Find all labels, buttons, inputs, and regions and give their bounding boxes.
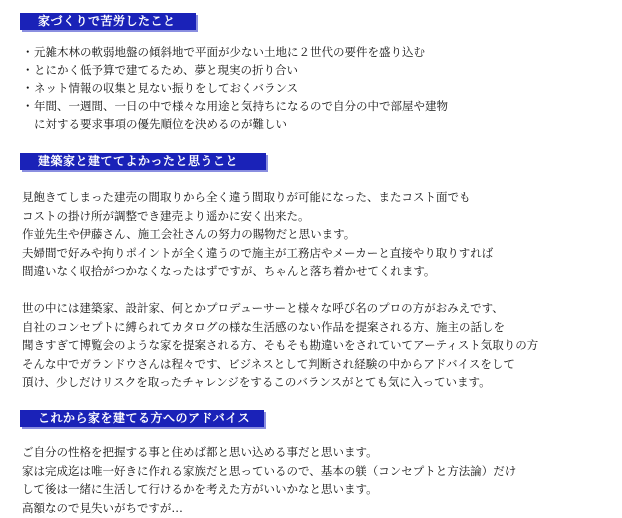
list-item-text: 年間、一週間、一日の中で様々な用途と気持ちになるので自分の中で部屋や建物 bbox=[34, 99, 448, 113]
paragraph-line: 世の中には建築家、設計家、何とかプロデューサーと様々な呼び名のプロの方がおみえです、 bbox=[22, 301, 504, 315]
list-item bbox=[22, 79, 448, 97]
paragraph-line: 頂け、少しだけリスクを取ったチャレンジをするこのバランスがとても気に入っています。 bbox=[22, 375, 491, 389]
section-heading-hardships-text: 家づくりで苦労したこと bbox=[38, 14, 176, 28]
section-heading-advice bbox=[20, 410, 264, 427]
list-item-continuation: に対する要求事項の優先順位を決めるのが難しい bbox=[34, 117, 287, 131]
list-item-text: 元雑木林の軟弱地盤の傾斜地で平面が少ない土地に２世代の要件を盛り込む bbox=[34, 45, 425, 59]
paragraph-line: そんな中でガランドウさんは程々です、ビジネスとして判断され経験の中からアドバイスをして bbox=[22, 356, 515, 371]
hardships-list bbox=[22, 43, 448, 133]
paragraph-line: 聞きすぎて博覧会のような家を提案される方、そもそも勘違いをされていてアーティスト気取りの方 bbox=[22, 338, 539, 352]
section-heading-hardships bbox=[20, 13, 196, 30]
bullet-mark: ・ bbox=[22, 63, 34, 77]
section-heading-advice-text: これから家を建てる方へのアドバイス bbox=[38, 411, 251, 425]
benefits-paragraph-1 bbox=[22, 188, 493, 281]
paragraph-line: 見飽きてしまった建売の間取りから全く違う間取りが可能になった、またコスト面でも bbox=[22, 190, 471, 204]
bullet-mark: ・ bbox=[22, 81, 34, 95]
bullet-mark: ・ bbox=[22, 45, 34, 59]
list-item bbox=[22, 61, 448, 79]
list-item bbox=[22, 97, 448, 115]
paragraph-line: 自社のコンセプトに縛られてカタログの様な生活感のない作品を提案される方、施主の話しを bbox=[22, 319, 505, 334]
benefits-paragraph-2 bbox=[22, 299, 538, 392]
paragraph-line: 作並先生や伊藤さん、施工会社さんの努力の賜物だと思います。 bbox=[22, 227, 356, 241]
paragraph-line: 高額なので見失いがちですが… bbox=[22, 500, 183, 515]
paragraph-line: 間違いなく収拾がつかなくなったはずですが、ちゃんと落ち着かせてくれます。 bbox=[22, 264, 436, 278]
paragraph-line: コストの掛け所が調整でき建売より遥かに安く出来た。 bbox=[22, 208, 310, 223]
section-heading-benefits bbox=[20, 153, 266, 170]
bullet-mark: ・ bbox=[22, 99, 34, 113]
advice-paragraph bbox=[22, 443, 516, 517]
list-item bbox=[22, 43, 448, 61]
list-item-text: ネット情報の収集と見ない振りをしておくバランス bbox=[34, 81, 299, 95]
section-heading-benefits-text: 建築家と建ててよかったと思うこと bbox=[38, 154, 239, 168]
paragraph-line: 家は完成迄は唯一好きに作れる家族だと思っているので、基本の躾（コンセプトと方法論）だけ bbox=[22, 463, 517, 478]
paragraph-line: して後は一緒に生活して行けるかを考えた方がいいかなと思います。 bbox=[22, 482, 378, 496]
paragraph-line: 夫婦間で好みや拘りポイントが全く違うので施主が工務店やメーカーと直接やり取りすれば bbox=[22, 245, 494, 260]
list-item-text: とにかく低予算で建てるため、夢と現実の折り合い bbox=[34, 63, 299, 77]
paragraph-line: ご自分の性格を把握する事と住めば都と思い込める事だと思います。 bbox=[22, 445, 378, 459]
